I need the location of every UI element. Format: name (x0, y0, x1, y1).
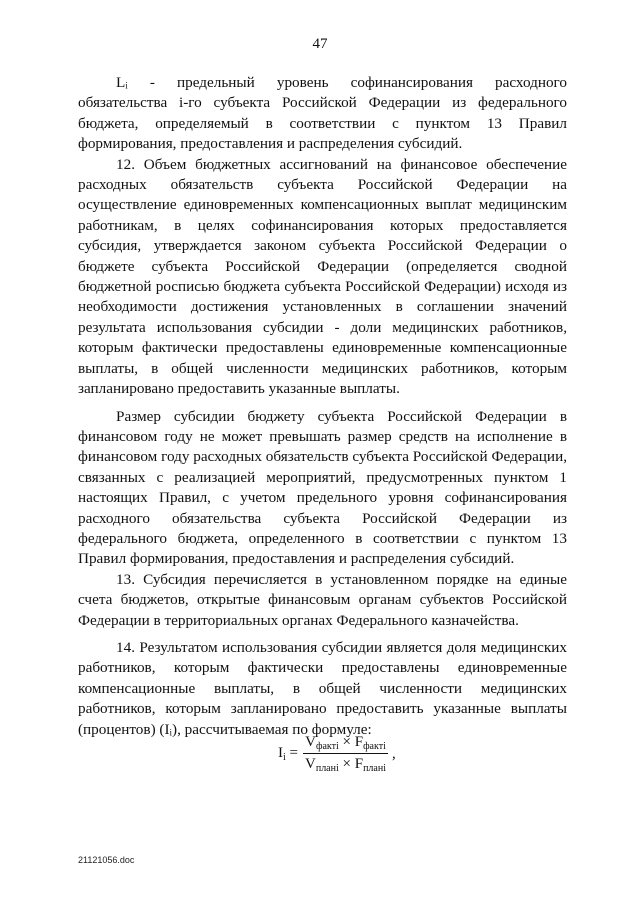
formula-trailing-comma: , (392, 745, 396, 762)
denominator-f-subscript: планi (363, 763, 386, 774)
denominator-v: V (305, 756, 316, 772)
formula-denominator (303, 754, 388, 774)
formula (278, 734, 396, 774)
formula-equals: = (289, 745, 298, 761)
numerator-f-subscript: факті (363, 741, 386, 752)
numerator-times: × (342, 734, 351, 750)
numerator-f: F (354, 734, 364, 750)
paragraph-li-definition: Lᵢ - предельный уровень софинансирования расходного обязательства i-го субъекта Российской Федерации из федерального бюджета, определяемый в соответствии с пунктом 13 Правил формирования, предоставления и распределения субсидий. (78, 74, 567, 153)
paragraph-14: 14. Результатом использования субсидии является доля медицинских работников, которым фактически предоставлены единовременные компенсационные выплаты, в общей численности медицинских работников, которым запланировано предоставить указанные выплаты (процентов) (Iᵢ), рассчитываемая по формуле: (78, 638, 567, 738)
numerator-v-subscript: факті (315, 741, 339, 752)
formula-fraction (303, 734, 388, 774)
formula-lhs (278, 745, 298, 763)
paragraph-subsidy-size: Размер субсидии бюджету субъекта Российской Федерации в финансовом году не может превышать размер средств на исполнение в финансовом году расходных обязательств субъекта Российской Федерации, связанных с реализацией мероприятий, предусмотренных пунктом 1 настоящих Правил, с учетом предельного уровня софинансирования расходного обязательства субъекта Российской Федерации из федерального бюджета, определенного в соответствии с пунктом 13 Правил формирования, предоставления и распределения субсидий. (78, 407, 567, 568)
formula-lhs-symbol: I (278, 745, 283, 761)
page-number: 47 (312, 36, 328, 52)
formula-lhs-subscript: i (283, 752, 286, 763)
formula-numerator (303, 734, 388, 754)
denominator-f: F (354, 756, 364, 772)
denominator-v-subscript: планi (315, 763, 339, 774)
numerator-v: V (305, 734, 316, 750)
denominator-times: × (342, 756, 351, 772)
document-file-id: 21121056.doc (78, 855, 135, 865)
paragraph-13: 13. Субсидия перечисляется в установленном порядке на единые счета бюджетов, открытые финансовым органам субъектов Российской Федерации в территориальных органах Федерального казначейства. (78, 570, 567, 629)
body-text (78, 73, 567, 740)
paragraph-12: 12. Объем бюджетных ассигнований на финансовое обеспечение расходных обязательств субъекта Российской Федерации на осуществление единовременных компенсационных выплат медицинским работникам, в целях софинансирования которых предоставляется субсидия, утверждается законом субъекта Российской Федерации о бюджете субъекта Российской Федерации (определяется сводной бюджетной росписью бюджета субъекта Российской Федерации) исходя из необходимости достижения установленных в соглашении значений результата использования субсидии - доли медицинских работников, которым фактически предоставлены единовременные компенсационные выплаты, в общей численности медицинских работников, которым запланировано предоставить указанные выплаты. (78, 155, 567, 398)
